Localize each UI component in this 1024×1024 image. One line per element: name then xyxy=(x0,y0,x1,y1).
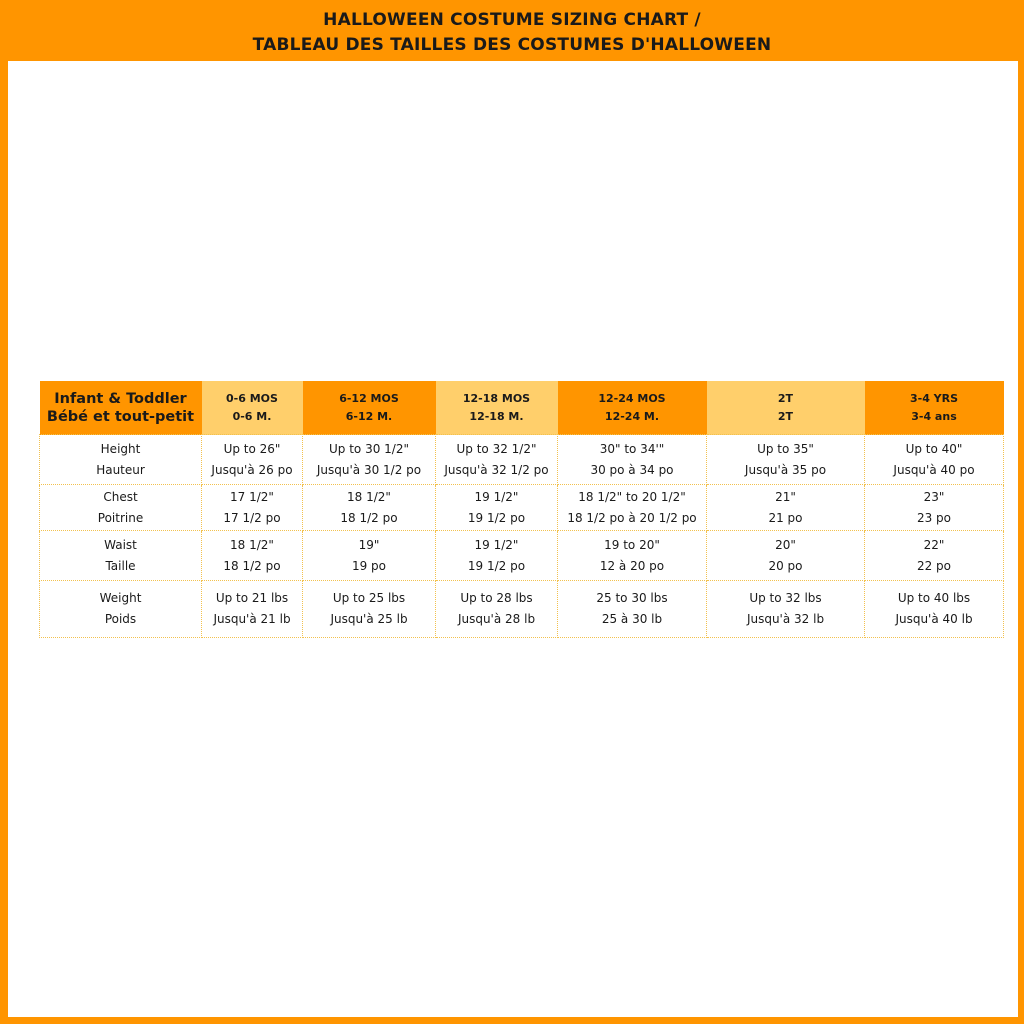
row-label xyxy=(40,531,202,581)
column-header xyxy=(558,381,707,435)
column-header xyxy=(202,381,303,435)
header-corner xyxy=(40,381,202,435)
cell-english: 19 1/2" xyxy=(474,537,519,552)
cell-french: 23 po xyxy=(916,510,952,525)
cell-french: 12 à 20 po xyxy=(599,558,665,573)
table-cell xyxy=(707,435,865,485)
cell-english: Up to 30 1/2" xyxy=(329,441,409,456)
cell-french: Jusqu'à 32 lb xyxy=(746,612,825,626)
cell-french: Jusqu'à 26 po xyxy=(211,462,293,477)
cell-french: 22 po xyxy=(916,558,952,573)
cell-french: 18 1/2 po xyxy=(340,510,398,525)
table-cell xyxy=(865,435,1004,485)
cell-english: Up to 35" xyxy=(757,441,814,456)
row-label-french: Taille xyxy=(105,558,136,573)
table-cell xyxy=(303,435,436,485)
table-cell xyxy=(303,485,436,531)
cell-english: 18 1/2" xyxy=(230,537,274,552)
row-label xyxy=(40,485,202,531)
table-cell xyxy=(436,485,558,531)
cell-english: Up to 40 lbs xyxy=(897,591,971,605)
cell-english: Up to 25 lbs xyxy=(332,591,406,605)
cell-english: 23" xyxy=(923,489,945,504)
column-header xyxy=(436,381,558,435)
table-row xyxy=(40,435,1004,485)
cell-french: 19 po xyxy=(351,558,387,573)
table-cell xyxy=(436,581,558,638)
corner-english: Infant & Toddler xyxy=(54,390,187,407)
row-label-french: Poitrine xyxy=(97,510,144,525)
cell-english: 25 to 30 lbs xyxy=(596,591,668,605)
table-cell xyxy=(865,485,1004,531)
row-label-english: Height xyxy=(100,441,141,456)
cell-french: 18 1/2 po xyxy=(223,558,281,573)
cell-english: Up to 28 lbs xyxy=(460,591,533,605)
cell-french: 25 à 30 lb xyxy=(601,612,663,626)
row-label xyxy=(40,581,202,638)
column-header xyxy=(707,381,865,435)
cell-french: 21 po xyxy=(768,510,803,525)
table-cell xyxy=(707,581,865,638)
column-french: 12-24 M. xyxy=(604,409,660,423)
cell-french: Jusqu'à 30 1/2 po xyxy=(316,462,422,477)
table-row xyxy=(40,531,1004,581)
column-english: 12-18 MOS xyxy=(462,391,531,405)
table-cell xyxy=(558,531,707,581)
table-cell xyxy=(436,531,558,581)
column-french: 0-6 M. xyxy=(232,409,272,423)
content-panel xyxy=(8,61,1018,1017)
table-cell xyxy=(303,531,436,581)
cell-french: 19 1/2 po xyxy=(467,558,526,573)
row-label-english: Chest xyxy=(103,489,138,504)
header-row xyxy=(40,381,1004,435)
row-label xyxy=(40,435,202,485)
column-english: 2T xyxy=(777,391,794,405)
cell-french: 19 1/2 po xyxy=(467,510,526,525)
table-cell xyxy=(436,435,558,485)
cell-english: 19 1/2" xyxy=(474,489,519,504)
cell-english: Up to 40" xyxy=(905,441,963,456)
row-label-french: Poids xyxy=(104,612,137,626)
column-english: 3-4 YRS xyxy=(909,391,959,405)
page-title xyxy=(0,8,1024,58)
table-cell xyxy=(558,435,707,485)
table-cell xyxy=(202,485,303,531)
cell-french: 18 1/2 po à 20 1/2 po xyxy=(567,510,697,525)
cell-french: Jusqu'à 28 lb xyxy=(457,612,536,626)
column-french: 12-18 M. xyxy=(469,409,524,423)
column-header xyxy=(303,381,436,435)
cell-english: 20" xyxy=(775,537,796,552)
cell-english: Up to 21 lbs xyxy=(215,591,289,605)
cell-french: Jusqu'à 40 po xyxy=(893,462,975,477)
table-cell xyxy=(558,485,707,531)
table-row xyxy=(40,581,1004,638)
row-label-english: Waist xyxy=(104,537,137,552)
cell-english: Up to 32 1/2" xyxy=(456,441,537,456)
table-row xyxy=(40,485,1004,531)
cell-english: 17 1/2" xyxy=(230,489,274,504)
table-cell xyxy=(558,581,707,638)
cell-french: Jusqu'à 32 1/2 po xyxy=(444,462,549,477)
cell-english: 18 1/2" xyxy=(347,489,391,504)
table-cell xyxy=(202,531,303,581)
cell-french: Jusqu'à 35 po xyxy=(744,462,827,477)
table-cell xyxy=(202,581,303,638)
column-french: 2T xyxy=(777,409,794,423)
table-cell xyxy=(202,435,303,485)
table-cell xyxy=(865,531,1004,581)
table-cell xyxy=(707,485,865,531)
sizing-table xyxy=(39,381,1004,638)
cell-english: Up to 26" xyxy=(223,441,281,456)
corner-french: Bébé et tout-petit xyxy=(46,408,195,425)
cell-english: 18 1/2" to 20 1/2" xyxy=(578,489,686,504)
cell-english: 19 to 20" xyxy=(604,537,660,552)
cell-french: 30 po à 34 po xyxy=(590,462,674,477)
cell-french: 20 po xyxy=(768,558,803,573)
table-cell xyxy=(303,581,436,638)
title-english: HALLOWEEN COSTUME SIZING CHART / xyxy=(323,10,701,30)
column-english: 6-12 MOS xyxy=(339,391,399,405)
cell-english: 19" xyxy=(358,537,380,552)
column-french: 6-12 M. xyxy=(345,409,393,423)
column-english: 0-6 MOS xyxy=(226,391,278,405)
row-label-french: Hauteur xyxy=(96,462,145,477)
cell-french: Jusqu'à 21 lb xyxy=(213,612,291,626)
table-cell xyxy=(707,531,865,581)
table-cell xyxy=(865,581,1004,638)
cell-french: Jusqu'à 40 lb xyxy=(895,612,973,626)
column-english: 12-24 MOS xyxy=(598,391,666,405)
row-label-english: Weight xyxy=(99,591,142,605)
title-french: TABLEAU DES TAILLES DES COSTUMES D'HALLOWEEN xyxy=(252,35,772,55)
cell-english: 21" xyxy=(775,489,796,504)
column-header xyxy=(865,381,1004,435)
cell-english: 30" to 34'" xyxy=(599,441,665,456)
column-french: 3-4 ans xyxy=(911,409,957,423)
cell-french: Jusqu'à 25 lb xyxy=(330,612,408,626)
cell-english: 22" xyxy=(923,537,945,552)
cell-english: Up to 32 lbs xyxy=(749,591,822,605)
cell-french: 17 1/2 po xyxy=(223,510,281,525)
